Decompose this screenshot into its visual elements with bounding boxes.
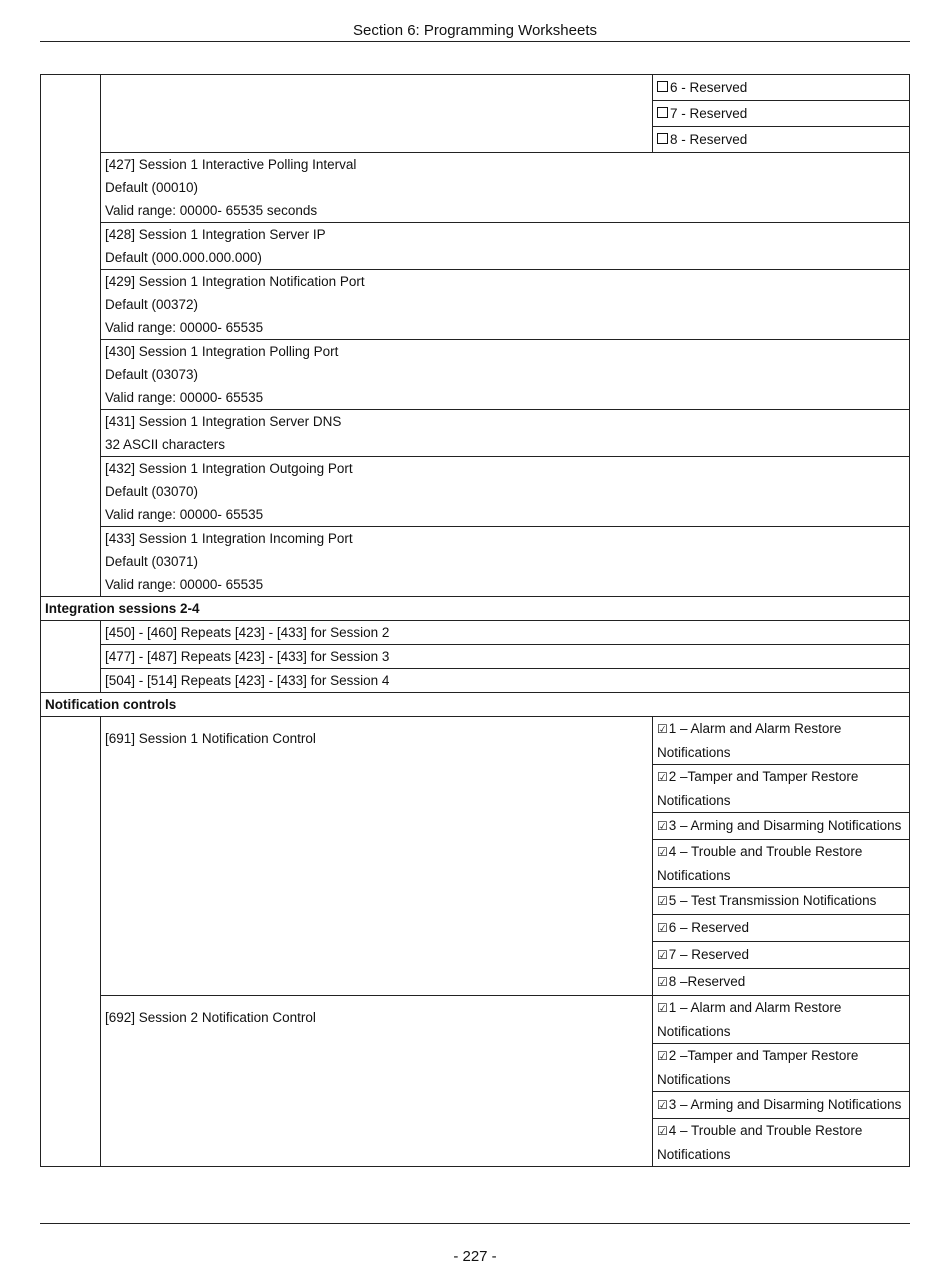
option-cell — [653, 765, 910, 813]
option-label: 7 - Reserved — [670, 106, 748, 121]
option-cell — [653, 840, 910, 888]
setting-title: [427] Session 1 Interactive Polling Interval — [105, 157, 357, 172]
option-cell — [653, 813, 910, 840]
repeat-row: [477] - [487] Repeats [423] - [433] for Session 3 — [101, 645, 910, 669]
checked-box-icon[interactable]: ☑ — [657, 1001, 668, 1015]
table-row — [41, 621, 910, 645]
table-row — [41, 75, 910, 101]
setting-range: Valid range: 00000- 65535 — [105, 320, 264, 335]
setting-cell-427 — [101, 153, 910, 223]
option-label: 8 –Reserved — [668, 974, 746, 989]
option-cell — [653, 1119, 910, 1167]
checked-box-icon[interactable]: ☑ — [657, 722, 668, 736]
checked-box-icon[interactable]: ☑ — [657, 819, 668, 833]
setting-default: Default (000.000.000.000) — [105, 250, 262, 265]
table-row — [41, 223, 910, 270]
checked-box-icon[interactable]: ☑ — [657, 894, 668, 908]
option-label: 1 – Alarm and Alarm Restore Notifications — [657, 721, 842, 760]
option-cell — [653, 1044, 910, 1092]
option-label: 6 – Reserved — [668, 920, 750, 935]
option-label: 3 – Arming and Disarming Notifications — [668, 818, 902, 833]
setting-cell-428 — [101, 223, 910, 270]
setting-range: Valid range: 00000- 65535 — [105, 390, 264, 405]
option-cell — [653, 942, 910, 969]
setting-range: Valid range: 00000- 65535 seconds — [105, 203, 318, 218]
checked-box-icon[interactable]: ☑ — [657, 1124, 668, 1138]
setting-title: [429] Session 1 Integration Notification Port — [105, 274, 365, 289]
option-cell — [653, 717, 910, 765]
table-row — [41, 693, 910, 717]
section-heading-notification: Notification controls — [41, 693, 910, 717]
option-cell — [653, 969, 910, 996]
checkbox-icon[interactable] — [657, 133, 668, 144]
option-label: 2 –Tamper and Tamper Restore Notifications — [657, 769, 859, 808]
footer-rule — [40, 1223, 910, 1224]
checked-box-icon[interactable]: ☑ — [657, 1098, 668, 1112]
indent-cell — [41, 621, 101, 693]
page-header: Section 6: Programming Worksheets — [353, 22, 597, 39]
indent-cell — [41, 717, 101, 1167]
programming-worksheet-table — [40, 74, 910, 1167]
option-label: 7 – Reserved — [668, 947, 750, 962]
option-cell — [653, 888, 910, 915]
option-cell — [653, 75, 910, 101]
checked-box-icon[interactable]: ☑ — [657, 948, 668, 962]
checked-box-icon[interactable]: ☑ — [657, 921, 668, 935]
option-cell — [653, 996, 910, 1044]
section-heading-integration: Integration sessions 2-4 — [41, 597, 910, 621]
table-row — [41, 153, 910, 223]
option-label: 1 – Alarm and Alarm Restore Notifications — [657, 1000, 842, 1039]
table-row — [41, 340, 910, 410]
session1-label-cell — [101, 717, 653, 996]
option-cell — [653, 101, 910, 127]
indent-cell — [41, 75, 101, 597]
setting-title: [433] Session 1 Integration Incoming Port — [105, 531, 353, 546]
setting-cell-433 — [101, 527, 910, 597]
setting-cell-431 — [101, 410, 910, 457]
setting-range: Valid range: 00000- 65535 — [105, 507, 264, 522]
setting-default: Default (03070) — [105, 484, 199, 499]
table-row — [41, 669, 910, 693]
option-label: 4 – Trouble and Trouble Restore Notifications — [657, 844, 863, 883]
option-label: 6 - Reserved — [670, 80, 748, 95]
option-label: 2 –Tamper and Tamper Restore Notifications — [657, 1048, 859, 1087]
setting-default: Default (03073) — [105, 367, 199, 382]
setting-title: [431] Session 1 Integration Server DNS — [105, 414, 342, 429]
blank-cell — [101, 75, 653, 153]
checked-box-icon[interactable]: ☑ — [657, 1049, 668, 1063]
option-cell — [653, 127, 910, 153]
header-rule — [40, 41, 910, 42]
table-row — [41, 645, 910, 669]
option-label: 3 – Arming and Disarming Notifications — [668, 1097, 902, 1112]
session1-label: [691] Session 1 Notification Control — [105, 731, 316, 746]
setting-range: Valid range: 00000- 65535 — [105, 577, 264, 592]
setting-title: [432] Session 1 Integration Outgoing Port — [105, 461, 353, 476]
table-row — [41, 527, 910, 597]
option-cell — [653, 915, 910, 942]
setting-default: Default (00372) — [105, 297, 199, 312]
option-label: 5 – Test Transmission Notifications — [668, 893, 877, 908]
setting-cell-429 — [101, 270, 910, 340]
setting-default: Default (03071) — [105, 554, 199, 569]
table-row — [41, 457, 910, 527]
setting-cell-430 — [101, 340, 910, 410]
table-row — [41, 270, 910, 340]
option-cell — [653, 1092, 910, 1119]
table-row — [41, 996, 910, 1044]
table-row — [41, 410, 910, 457]
checked-box-icon[interactable]: ☑ — [657, 770, 668, 784]
table-row — [41, 597, 910, 621]
checked-box-icon[interactable]: ☑ — [657, 975, 668, 989]
checked-box-icon[interactable]: ☑ — [657, 845, 668, 859]
page-number: - 227 - — [453, 1248, 497, 1265]
setting-default: 32 ASCII characters — [105, 437, 226, 452]
option-label: 4 – Trouble and Trouble Restore Notifications — [657, 1123, 863, 1162]
setting-title: [430] Session 1 Integration Polling Port — [105, 344, 339, 359]
checkbox-icon[interactable] — [657, 107, 668, 118]
setting-title: [428] Session 1 Integration Server IP — [105, 227, 326, 242]
repeat-row: [450] - [460] Repeats [423] - [433] for Session 2 — [101, 621, 910, 645]
table-row — [41, 717, 910, 765]
option-label: 8 - Reserved — [670, 132, 748, 147]
setting-default: Default (00010) — [105, 180, 199, 195]
repeat-row: [504] - [514] Repeats [423] - [433] for Session 4 — [101, 669, 910, 693]
session2-label-cell — [101, 996, 653, 1167]
session2-label: [692] Session 2 Notification Control — [105, 1010, 316, 1025]
setting-cell-432 — [101, 457, 910, 527]
checkbox-icon[interactable] — [657, 81, 668, 92]
